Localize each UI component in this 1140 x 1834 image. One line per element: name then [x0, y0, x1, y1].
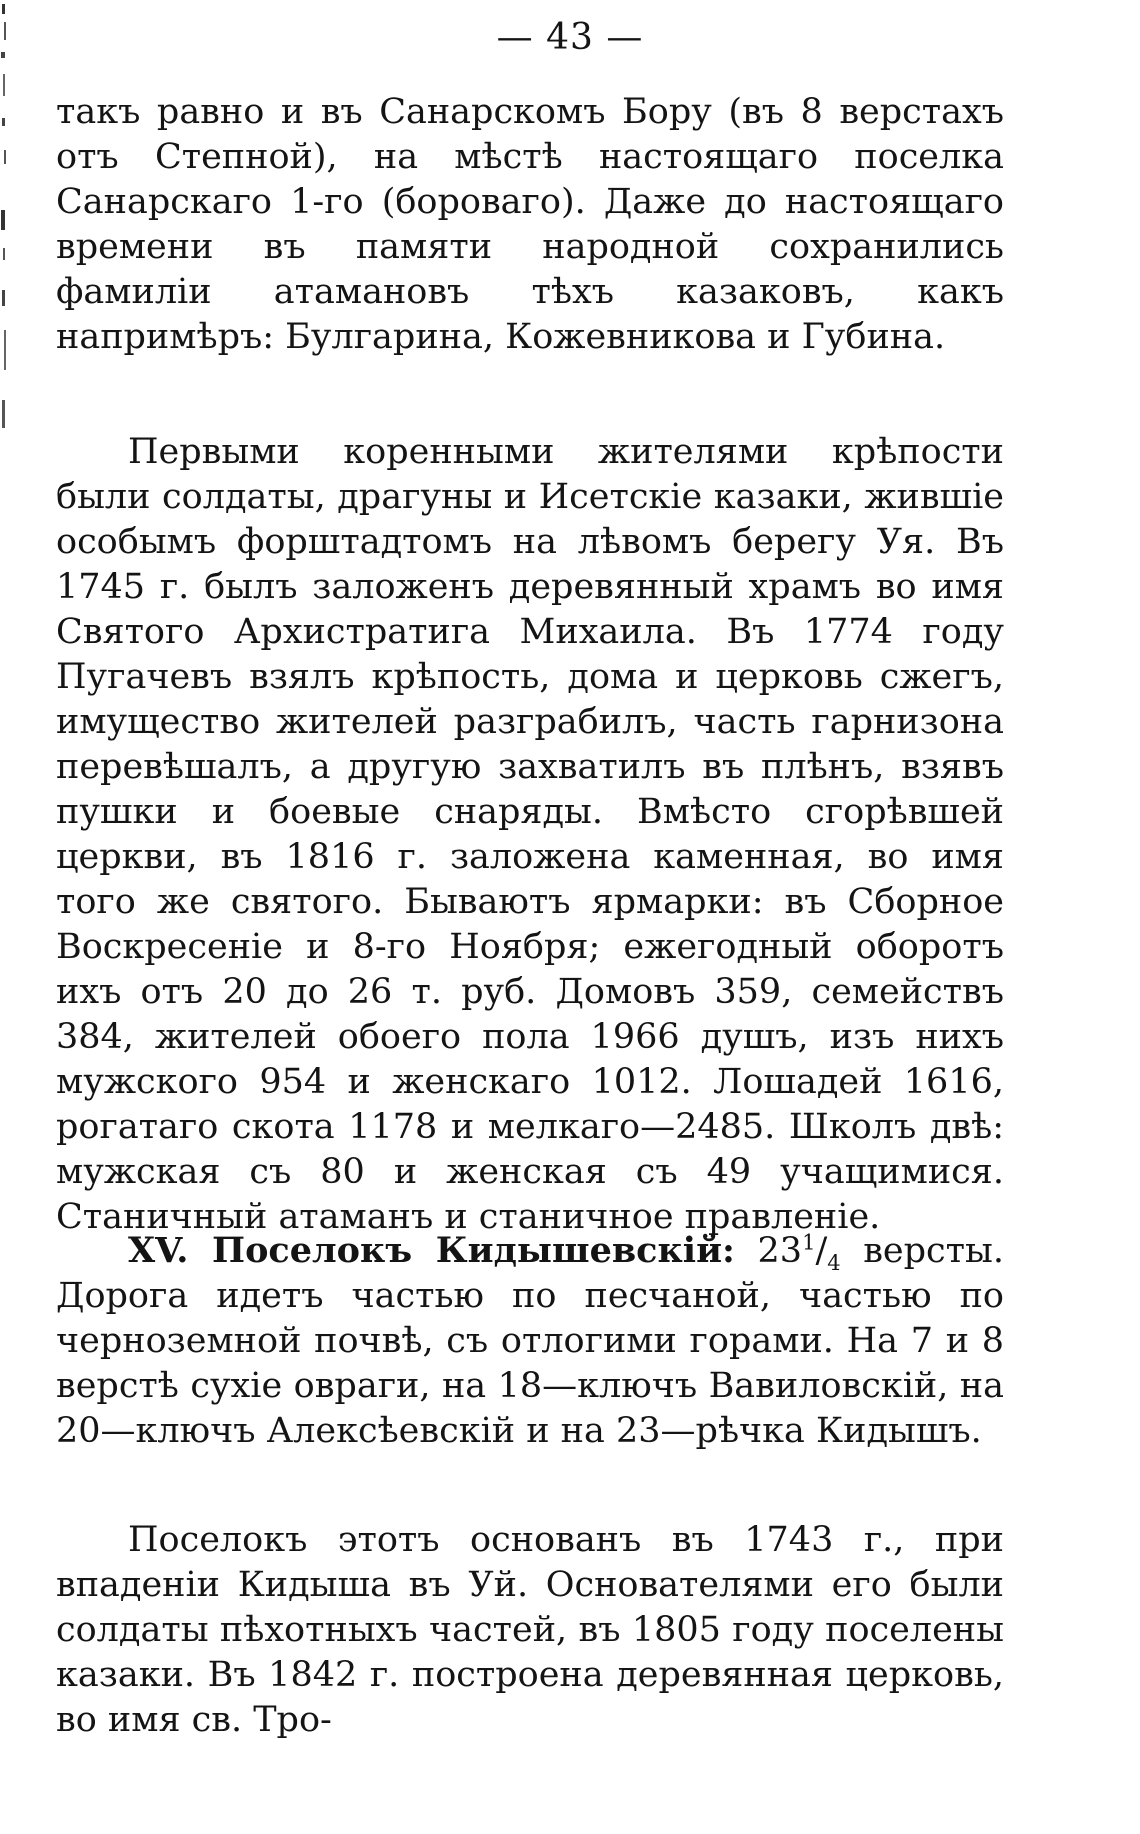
paragraph-settlement-founding — [56, 1518, 1004, 1743]
paragraph-text: версты. Дорога идетъ частью по песчаной, частью по черноземной почвѣ, съ отлогими горами. На 7 и 8 верстѣ сухіе овраги, на 18—ключъ Вавиловскій, на 20—ключъ Алексѣевскій и на 23—рѣчка Кидышъ. — [56, 1231, 1004, 1451]
distance-numerator: 1 — [802, 1230, 816, 1255]
distance-value: $23^1/_4$ — [757, 1230, 841, 1275]
section-heading: XV. Поселокъ Кидышевскій: — [128, 1230, 735, 1271]
paragraph-continuation — [56, 90, 1004, 360]
paragraph-fortress-history — [56, 430, 1004, 1240]
paragraph-text: Первыми коренными жителями крѣпости были солдаты, драгуны и Исетскіе казаки, жившіе особымъ форштадтомъ на лѣвомъ берегу Уя. Въ 1745 г. былъ заложенъ деревянный храмъ во имя Святого Архистратига Михаила. Въ 1774 году Пугачевъ взялъ крѣпость, дома и церковь сжегъ, имущество жителей разграбилъ, часть гарнизона перевѣшалъ, а другую захватилъ въ плѣнъ, взявъ пушки и боевые снаряды. Вмѣсто сгорѣвшей церкви, въ 1816 г. заложена каменная, во имя того же святого. Бываютъ ярмарки: въ Сборное Воскресеніе и 8-го Ноября; ежегодный оборотъ ихъ отъ 20 до 26 т. руб. Домовъ 359, семействъ 384, жителей обоего пола 1966 душъ, изъ нихъ мужского 954 и женскаго 1012. Лошадей 1616, рогатаго скота 1178 и мелкаго—2485. Школъ двѣ: мужская съ 80 и женская съ 49 учащимися. Станичный атаманъ и станичное правленіе. — [56, 432, 1004, 1237]
section-kidyshevsky — [56, 1228, 1004, 1454]
page-number: — 43 — — [496, 17, 644, 58]
section-paragraph — [56, 1228, 1004, 1454]
distance-denominator: 4 — [827, 1251, 841, 1275]
paragraph-text: Поселокъ этотъ основанъ въ 1743 г., при впаденіи Кидыша въ Уй. Основателями его были солдаты пѣхотныхъ частей, въ 1805 году поселены казаки. Въ 1842 г. построена деревянная церковь, во имя св. Тро- — [56, 1520, 1004, 1740]
paragraph-text: такъ равно и въ Санарскомъ Бору (въ 8 верстахъ отъ Степной), на мѣстѣ настоящаго поселка Санарскаго 1-го (бороваго). Даже до настоящаго времени въ памяти народной сохранились фамиліи атамановъ тѣхъ казаковъ, какъ напримѣръ: Булгарина, Кожевникова и Губина. — [56, 92, 1004, 357]
distance-whole: 23 — [757, 1231, 803, 1271]
left-margin-bleed-marks — [0, 0, 14, 460]
